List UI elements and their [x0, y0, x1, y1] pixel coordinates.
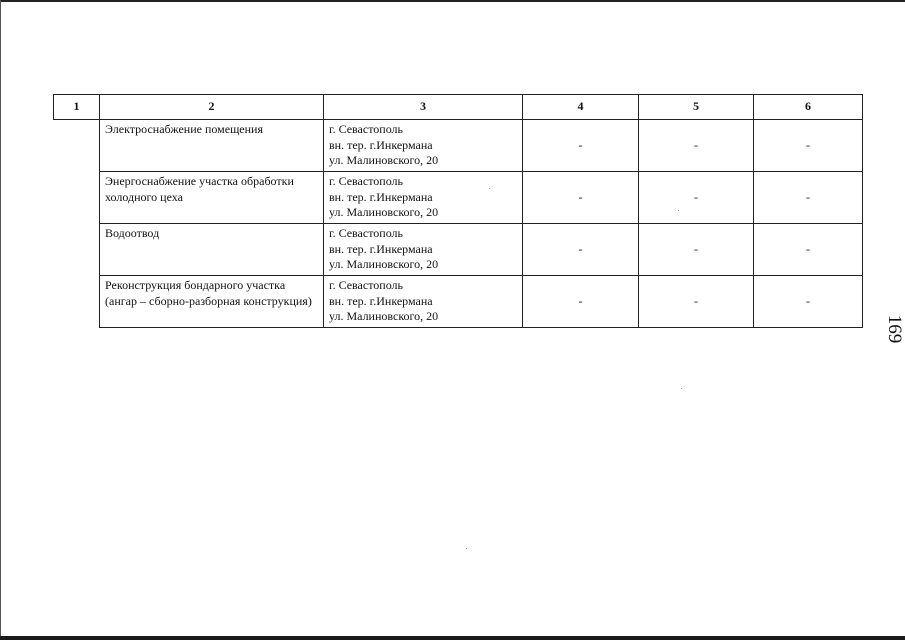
header-col-3: 3	[324, 95, 523, 120]
address-city: г. Севастополь	[329, 278, 404, 292]
scan-speck	[678, 210, 679, 211]
header-col-2: 2	[100, 95, 324, 120]
address-district: вн. тер. г.Инкермана	[329, 293, 433, 308]
table-row	[54, 172, 863, 224]
document-table	[53, 94, 863, 328]
table-header-row	[54, 95, 863, 120]
address-street: ул. Малиновского, 20	[329, 257, 439, 271]
table-row	[54, 276, 863, 328]
scan-edge-bottom	[0, 636, 905, 640]
address-cell	[324, 120, 523, 172]
address-cell	[324, 172, 523, 224]
address-cell	[324, 224, 523, 276]
address-district: вн. тер. г.Инкермана	[329, 241, 433, 256]
header-col-4: 4	[523, 95, 639, 120]
scan-speck	[466, 548, 467, 549]
header-col-5: 5	[639, 95, 754, 120]
object-name-cell: Реконструкция бондарного участка (ангар – сборно-разборная конструкция)	[100, 276, 324, 328]
object-name-cell: Водоотвод	[100, 224, 324, 276]
row-index-cell	[54, 120, 100, 172]
scan-speck	[489, 188, 490, 189]
col5-cell: -	[639, 276, 754, 328]
table-row	[54, 120, 863, 172]
col4-cell: -	[523, 172, 639, 224]
scan-edge-left	[0, 0, 1, 640]
col6-cell: -	[754, 172, 863, 224]
address-district: вн. тер. г.Инкермана	[329, 189, 433, 204]
address-street: ул. Малиновского, 20	[329, 153, 439, 167]
address-city: г. Севастополь	[329, 174, 404, 188]
address-street: ул. Малиновского, 20	[329, 205, 439, 219]
object-name-cell: Энергоснабжение участка обработки холодного цеха	[100, 172, 324, 224]
col5-cell: -	[639, 120, 754, 172]
address-cell	[324, 276, 523, 328]
row-index-cell	[54, 172, 100, 224]
header-col-1: 1	[54, 95, 100, 120]
scan-edge-top	[0, 0, 905, 2]
col4-cell: -	[523, 120, 639, 172]
object-name-cell: Электроснабжение помещения	[100, 120, 324, 172]
col5-cell: -	[639, 224, 754, 276]
col4-cell: -	[523, 276, 639, 328]
col6-cell: -	[754, 224, 863, 276]
address-city: г. Севастополь	[329, 226, 404, 240]
address-street: ул. Малиновского, 20	[329, 309, 439, 323]
col6-cell: -	[754, 120, 863, 172]
col4-cell: -	[523, 224, 639, 276]
page-number: 169	[884, 314, 905, 344]
row-index-cell	[54, 276, 100, 328]
col6-cell: -	[754, 276, 863, 328]
col5-cell: -	[639, 172, 754, 224]
address-city: г. Севастополь	[329, 122, 404, 136]
address-district: вн. тер. г.Инкермана	[329, 137, 433, 152]
header-col-6: 6	[754, 95, 863, 120]
scan-speck	[681, 388, 682, 389]
table-row	[54, 224, 863, 276]
row-index-cell	[54, 224, 100, 276]
